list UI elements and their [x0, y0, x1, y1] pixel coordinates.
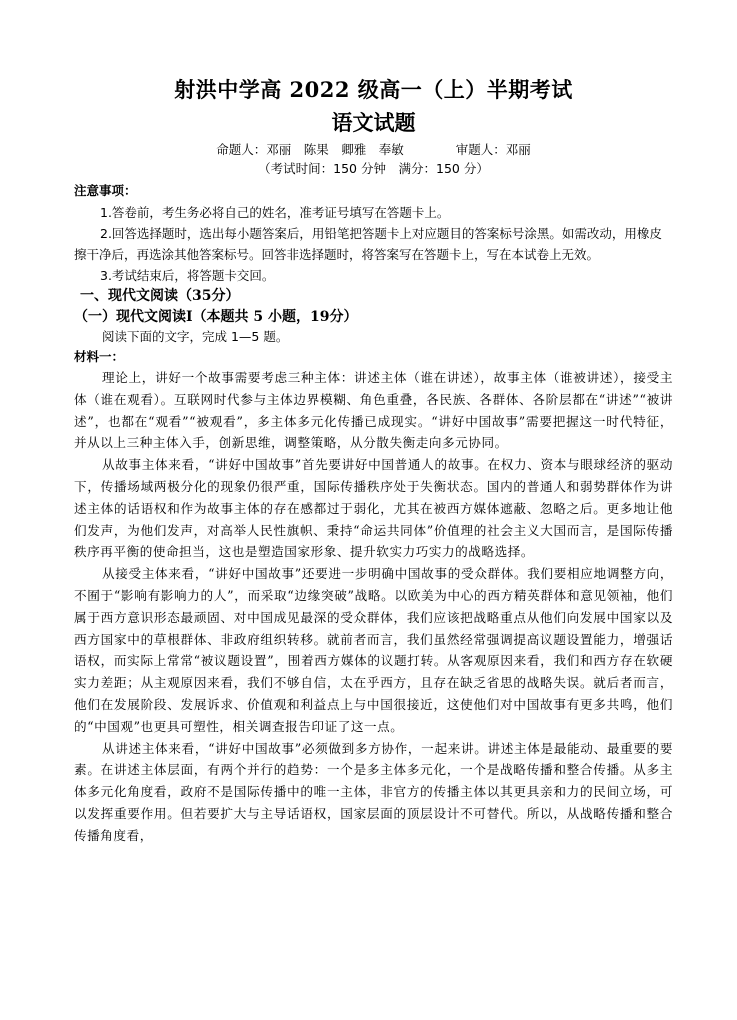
exam-staff-line — [74, 140, 673, 159]
subsection-heading: （一）现代文阅读Ⅰ（本题共 5 小题，19分） — [74, 309, 358, 325]
notice-item-1: 1.答卷前，考生务必将自己的姓名，准考证号填写在答题卡上。 — [100, 205, 450, 220]
passage-paragraph-2: 从故事主体来看，“讲好中国故事”首先要讲好中国普通人的故事。在权力、资本与眼球经济的驱动下，传播场域两极分化的现象仍很严重，国际传播秩序处于失衡状态。国内的普通人和弱势群体作为讲述主体的话语权和作为故事主体的存在感都过于弱化，尤其在被西方媒体遮蔽、忽略之后。更多地让他们发声，为他们发声，对高举人民性旗帜、秉持“命运共同体”价值理的社会主义大国而言，是国际传播秩序再平衡的使命担当，这也是塑造国家形象、提升软实力巧实力的战略选择。 — [74, 457, 673, 560]
reviewer-label: 审题人： — [455, 142, 506, 157]
setters-names: 邓丽 陈果 卿雅 奉敏 — [266, 142, 404, 157]
notice-item-3: 3.考试结束后，将答题卡交回。 — [100, 268, 275, 283]
passage-paragraph-4: 从讲述主体来看，“讲好中国故事”必须做到多方协作，一起来讲。讲述主体是最能动、最重要的要素。在讲述主体层面，有两个并行的趋势：一个是多主体多元化，一个是战略传播和整合传播。从多主体多元化角度看，政府不是国际传播中的唯一主体，非官方的传播主体以其更具亲和力的民间立场，可以发挥重要作用。但若要扩大与主导话语权，国家层面的顶层设计不可替代。所以，从战略传播和整合传播角度看， — [74, 740, 673, 843]
exam-title: 射洪中学高 2022 级高一（上）半期考试 — [174, 77, 573, 102]
notice-heading: 注意事项： — [74, 183, 137, 198]
exam-subject: 语文试题 — [331, 110, 416, 135]
reviewer-name: 邓丽 — [505, 142, 531, 157]
reading-instruction: 阅读下面的文字，完成 1—5 题。 — [102, 329, 289, 344]
material-label: 材料一： — [74, 349, 125, 364]
passage-paragraph-1: 理论上，讲好一个故事需要考虑三种主体：讲述主体（谁在讲述），故事主体（谁被讲述），接受主体（谁在观看）。互联网时代参与主体边界模糊、角色重叠，各民族、各群体、各阶层都在“讲述”“被讲述”，也都在“观看”“被观看”，多主体多元化传播已成现实。“讲好中国故事”需要把握这一时代特征，并从以上三种主体入手，创新思维，调整策略，从分散失衡走向多元协同。 — [74, 370, 673, 451]
notice-item-2: 2.回答选择题时，选出每小题答案后，用铅笔把答题卡上对应题目的答案标号涂黑。如需改动，用橡皮擦干净后，再选涂其他答案标号。回答非选择题时，将答案写在答题卡上，写在本试卷上无效。 — [74, 226, 662, 262]
setters-label: 命题人： — [216, 142, 267, 157]
exam-time-info: （考试时间：150 分钟 满分：150 分） — [258, 161, 489, 176]
section-heading: 一、现代文阅读（35分） — [80, 288, 240, 304]
passage-paragraph-3: 从接受主体来看，“讲好中国故事”还要进一步明确中国故事的受众群体。我们要相应地调整方向，不囿于“影响有影响力的人”，而采取“边缘突破”战略。以欧美为中心的西方精英群体和意见领袖，他们属于西方意识形态最顽固、对中国成见最深的受众群体，我们应该把战略重点从他们向发展中国家以及西方国家中的草根群体、非政府组织转移。就前者而言，我们虽然经常强调提高议题设置能力，增强话语权，而实际上常常“被议题设置”，围着西方媒体的议题打转。从客观原因来看，我们和西方存在软硬实力差距；从主观原因来看，我们不够自信，太在乎西方，且存在缺乏省思的战略失误。就后者而言，他们在发展阶段、发展诉求、价值观和利益点上与中国很接近，这使他们对中国故事有更多共鸣，他们的“中国观”也更具可塑性，相关调查报告印证了这一点。 — [74, 566, 673, 734]
